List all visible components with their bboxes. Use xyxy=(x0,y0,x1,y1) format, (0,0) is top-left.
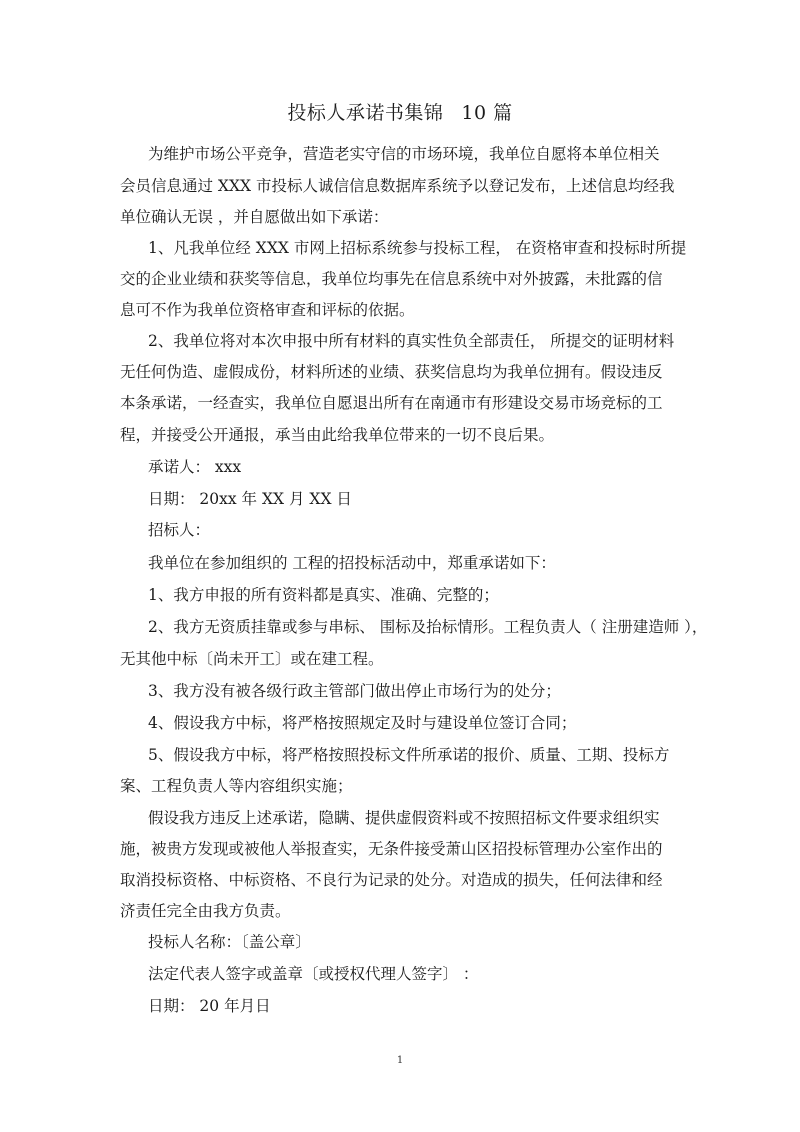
paragraph-line: 程，并接受公开通报，承当由此给我单位带来的一切不良后果。 xyxy=(120,426,555,444)
paragraph-line: 会员信息通过 XXX 市投标人诚信信息数据库系统予以登记发布，上述信息均经我 xyxy=(120,177,675,195)
date-line: 日期： 20 年月日 xyxy=(148,997,271,1015)
paragraph-line: 施，被贵方发现或被他人举报查实，无条件接受萧山区招投标管理办公室作出的 xyxy=(120,840,663,858)
promisor-line: 承诺人： xxx xyxy=(148,458,242,476)
paragraph-line: 济责任完全由我方负责。 xyxy=(120,902,291,920)
tenderer-line: 招标人： xyxy=(148,521,211,539)
title-count: 10 篇 xyxy=(461,102,513,124)
paragraph-line: 3、我方没有被各级行政主管部门做出停止市场行为的处分； xyxy=(148,682,561,700)
page-number: 1 xyxy=(396,1055,404,1066)
paragraph-line: 单位确认无误 ，并自愿做出如下承诺： xyxy=(120,208,389,226)
legal-rep-signature-line: 法定代表人签字或盖章〔或授权代理人签字〕 ： xyxy=(148,965,479,983)
date-line: 日期： 20xx 年 XX 月 XX 日 xyxy=(148,490,352,508)
paragraph-line: 1、我方申报的所有资料都是真实、准确、完整的； xyxy=(148,586,499,604)
paragraph-line: 2、我单位将对本次申报中所有材料的真实性负全部责任， 所提交的证明材料 xyxy=(148,332,675,350)
paragraph-line: 5、假设我方中标，将严格按照投标文件所承诺的报价、质量、工期、投标方 xyxy=(148,746,670,764)
paragraph-line: 我单位在参加组织的 工程的招投标活动中，郑重承诺如下： xyxy=(148,554,556,572)
bidder-name-line: 投标人名称：〔盖公章〕 xyxy=(148,933,311,951)
paragraph-line: 无任何伪造、虚假成份，材料所述的业绩、获奖信息均为我单位拥有。假设违反 xyxy=(120,363,663,381)
paragraph-line: 1、凡我单位经 XXX 市网上招标系统参与投标工程， 在资格审查和投标时所提 xyxy=(148,239,687,257)
paragraph-line: 取消投标资格、中标资格、不良行为记录的处分。对造成的损失，任何法律和经 xyxy=(120,871,663,889)
paragraph-line: 无其他中标〔尚未开工〕或在建工程。 xyxy=(120,650,384,668)
paragraph-line: 2、我方无资质挂靠或参与串标、 围标及抬标情形。工程负责人（ 注册建造师 ）， xyxy=(148,618,708,636)
paragraph-line: 为维护市场公平竞争，营造老实守信的市场环境，我单位自愿将本单位相关 xyxy=(148,145,660,163)
paragraph-line: 本条承诺，一经查实，我单位自愿退出所有在南通市有形建设交易市场竞标的工 xyxy=(120,394,663,412)
paragraph-line: 假设我方违反上述承诺，隐瞒、提供虚假资料或不按照招标文件要求组织实 xyxy=(148,809,660,827)
paragraph-line: 案、工程负责人等内容组织实施； xyxy=(120,777,353,795)
title-main: 投标人承诺书集锦 xyxy=(287,102,444,124)
paragraph-line: 交的企业业绩和获奖等信息，我单位均事先在信息系统中对外披露，未批露的信 xyxy=(120,270,663,288)
document-title xyxy=(0,98,800,125)
paragraph-line: 息可不作为我单位资格审查和评标的依据。 xyxy=(120,301,415,319)
paragraph-line: 4、假设我方中标，将严格按照规定及时与建设单位签订合同； xyxy=(148,714,577,732)
